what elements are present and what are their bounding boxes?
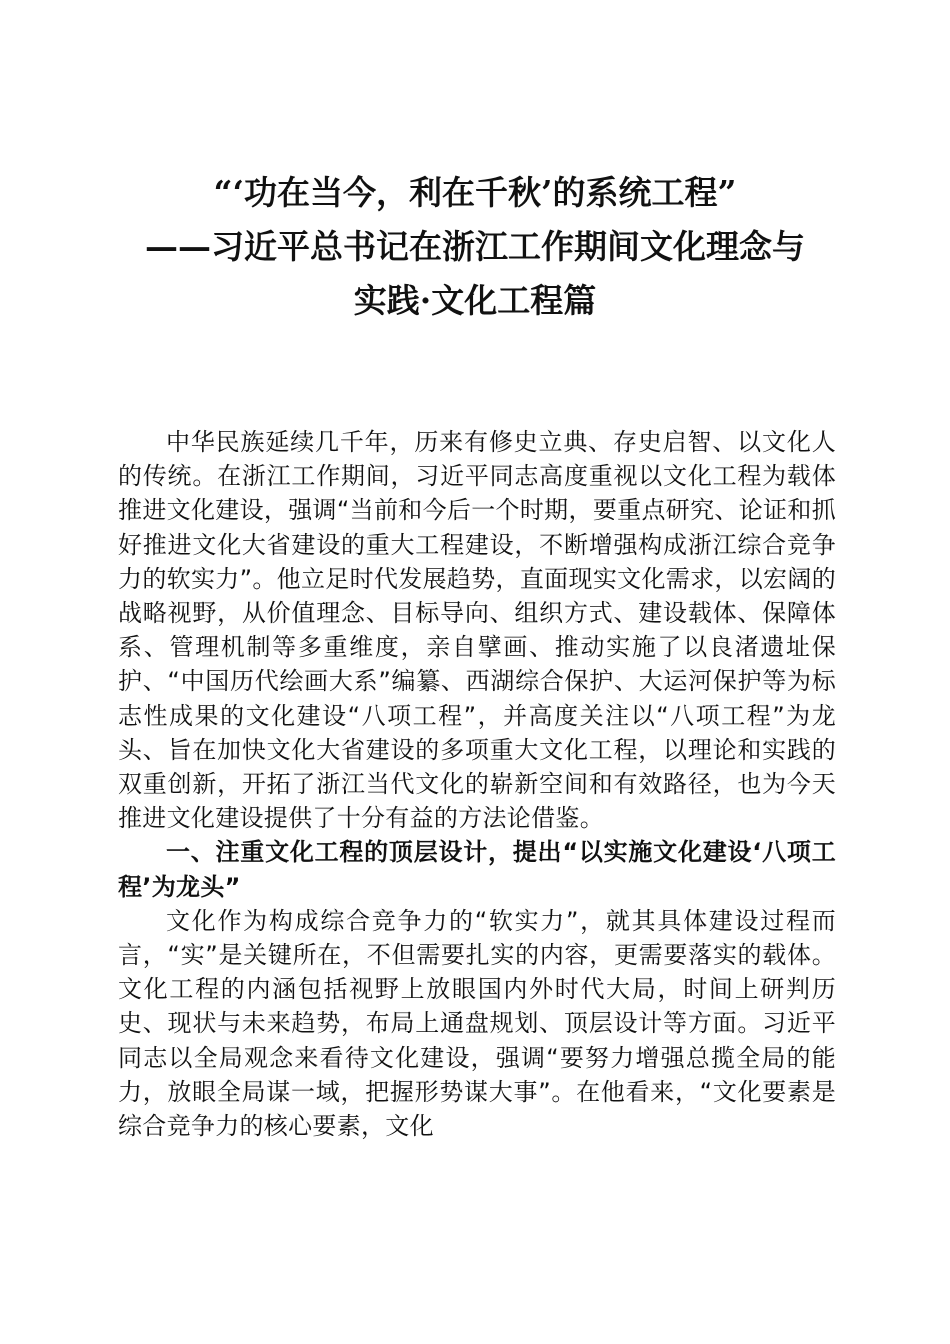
title-line-2: ——习近平总书记在浙江工作期间文化理念与 (145, 227, 805, 266)
paragraph-intro: 中华民族延续几千年，历来有修史立典、存史启智、以文化人的传统。在浙江工作期间，习近平同志高度重视以文化工程为载体推进文化建设，强调“当前和今后一个时期，要重点研究、论证和抓好推进文化大省建设的重大工程建设，不断增强构成浙江综合竞争力的软实力”。他立足时代发展趋势，直面现实文化需求，以宏阔的战略视野，从价值理念、目标导向、组织方式、建设载体、保障体系、管理机制等多重维度，亲自擘画、推动实施了以良渚遗址保护、“中国历代绘画大系”编纂、西湖综合保护、大运河保护等为标志性成果的文化建设“八项工程”，并高度关注以“八项工程”为龙头、旨在加快文化大省建设的多项重大文化工程，以理论和实践的双重创新，开拓了浙江当代文化的崭新空间和有效路径，也为今天推进文化建设提供了十分有益的方法论借鉴。 (118, 428, 836, 833)
document-body (118, 425, 836, 1143)
section-heading-1: 一、注重文化工程的顶层设计，提出“以实施文化建设‘八项工程’为龙头” (118, 838, 836, 901)
paragraph-section-1: 文化作为构成综合竞争力的“软实力”，就其具体建设过程而言，“实”是关键所在，不但需要扎实的内容，更需要落实的载体。文化工程的内涵包括视野上放眼国内外时代大局，时间上研判历史、现状与未来趋势，布局上通盘规划、顶层设计等方面。习近平同志以全局观念来看待文化建设，强调“要努力增强总揽全局的能力，放眼全局谋一域，把握形势谋大事”。在他看来，“文化要素是综合竞争力的核心要素，文化 (118, 906, 836, 1141)
title-line-1: “‘功在当今，利在千秋’的系统工程” (213, 173, 737, 212)
title-line-3: 实践·文化工程篇 (353, 281, 597, 320)
document-title (100, 166, 850, 328)
